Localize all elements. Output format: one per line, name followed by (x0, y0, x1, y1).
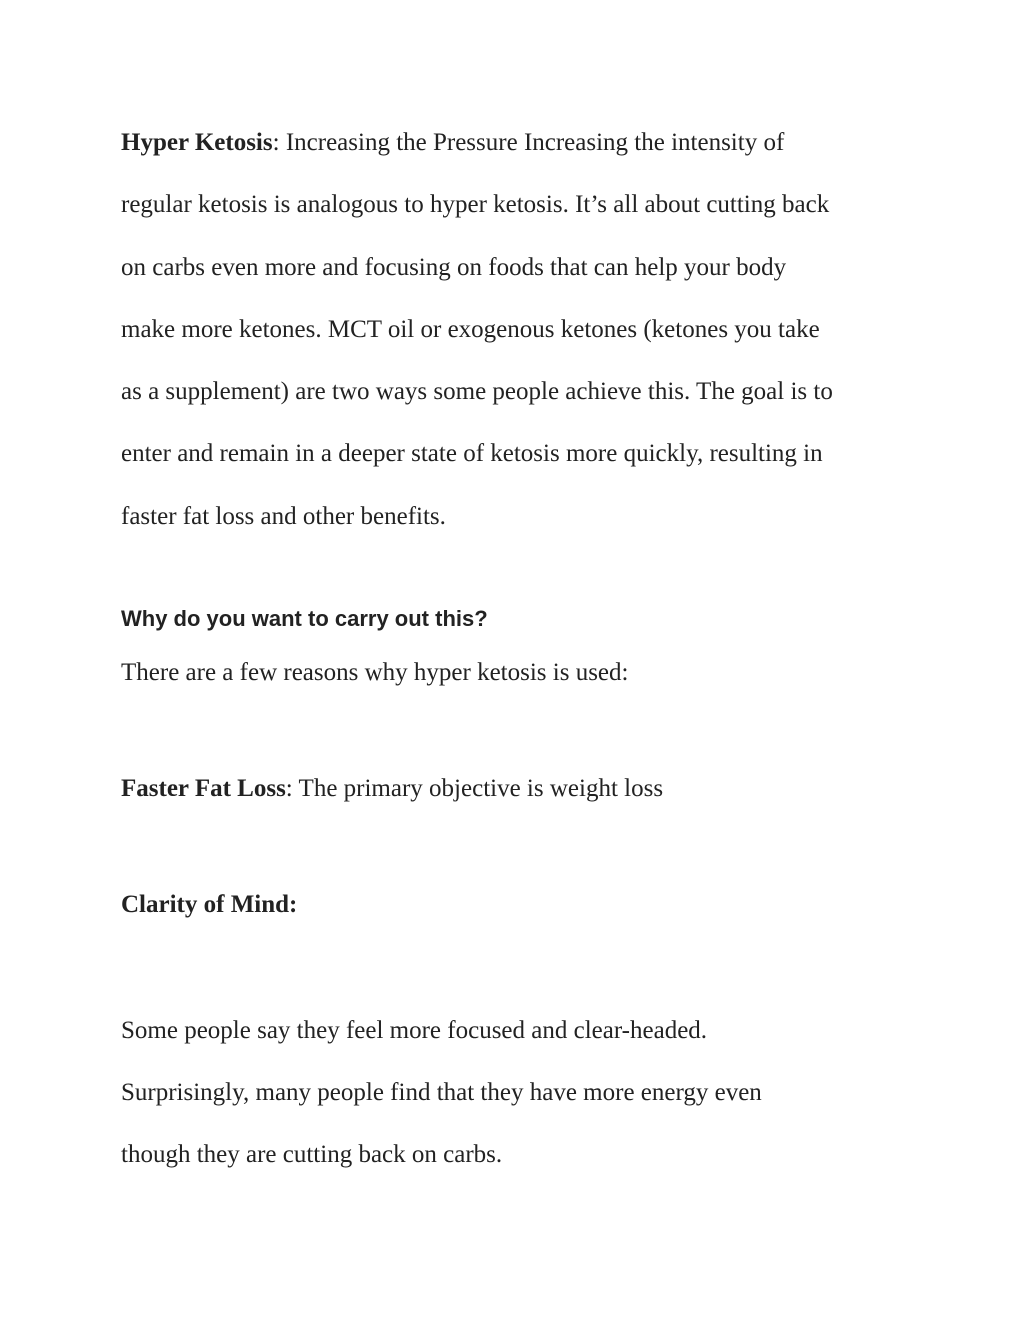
paragraph-line: though they are cutting back on carbs. (121, 1141, 503, 1168)
paragraph-line: faster fat loss and other benefits. (121, 502, 446, 530)
section-heading: Why do you want to carry out this? (121, 606, 488, 631)
section-intro: There are a few reasons why hyper ketosis is used: (121, 659, 629, 686)
paragraph-line: Increasing the Pressure Increasing the intensity of (279, 129, 785, 156)
faster-fat-loss-text: The primary objective is weight loss (292, 775, 664, 802)
paragraph-line: as a supplement) are two ways some people achieve this. The goal is to (121, 378, 833, 406)
paragraph-line: on carbs even more and focusing on foods that can help your body (121, 253, 787, 281)
hyper-ketosis-term: Hyper Ketosis (121, 129, 273, 156)
paragraph-line: regular ketosis is analogous to hyper ketosis. It’s all about cutting back (121, 191, 830, 219)
term-separator: : (285, 775, 293, 802)
clarity-of-mind-item (121, 889, 297, 921)
faster-fat-loss-item (121, 773, 663, 805)
paragraph-line: Some people say they feel more focused and clear-headed. (121, 1017, 708, 1044)
paragraph-line: Surprisingly, many people find that they have more energy even (121, 1079, 762, 1106)
clarity-of-mind-term: Clarity of Mind: (121, 891, 298, 918)
clarity-paragraph (121, 1000, 921, 1186)
paragraph-line: make more ketones. MCT oil or exogenous ketones (ketones you take (121, 315, 820, 343)
hyper-ketosis-paragraph (121, 112, 921, 548)
faster-fat-loss-term: Faster Fat Loss (121, 775, 286, 802)
term-separator: : (272, 129, 280, 156)
paragraph-line: enter and remain in a deeper state of ketosis more quickly, resulting in (121, 440, 823, 468)
